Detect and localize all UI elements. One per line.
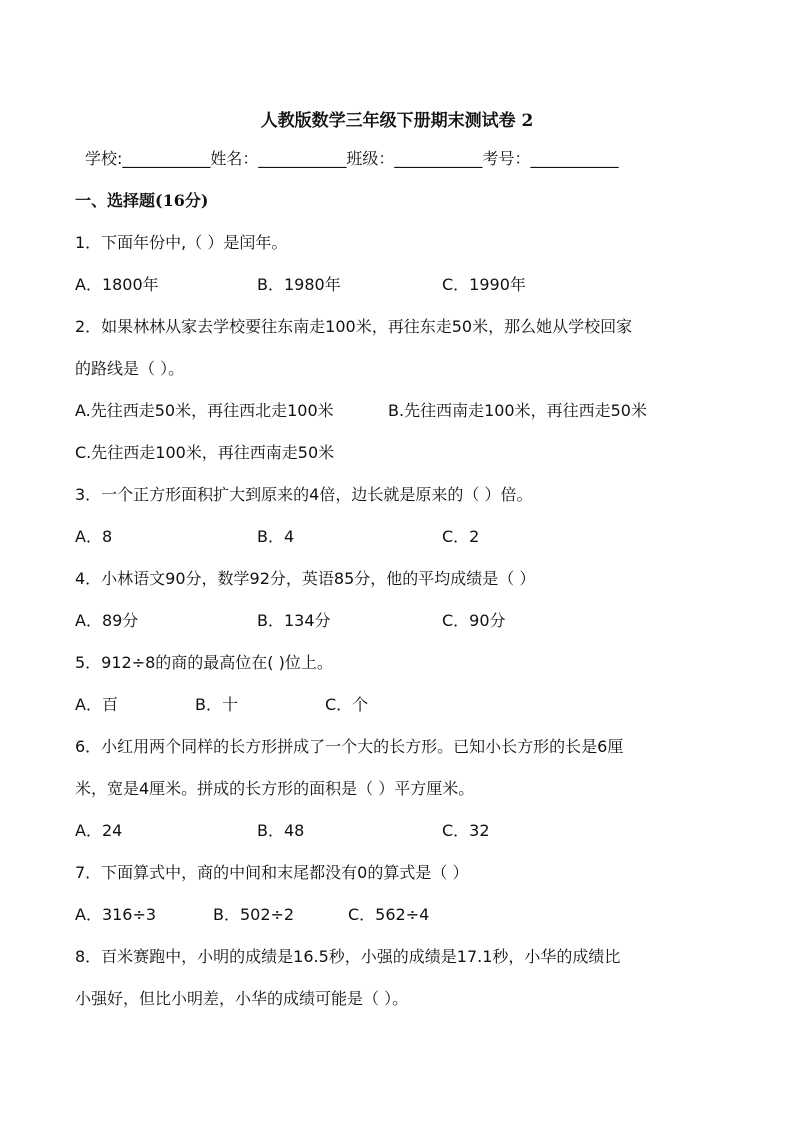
question-6-stem-line2: 米，宽是4厘米。拼成的长方形的面积是（ ）平方厘米。 [75,779,475,798]
student-info-row [85,146,618,169]
name-field: 姓名：___________ [210,149,347,168]
section-heading-choice: 一、选择题(16分) [75,191,209,210]
question-6-option-c: C．32 [442,821,490,840]
question-2-stem-line1: 2．如果林林从家去学校要往东南走100米，再往东走50米，那么她从学校回家 [75,317,633,336]
question-2-option-c: C.先往西走100米，再往西南走50米 [75,443,335,462]
question-4-option-a: A．89分 [75,611,139,630]
class-field: 班级：___________ [346,149,483,168]
question-1-option-a: A．1800年 [75,275,159,294]
question-7-option-b: B．502÷2 [213,905,295,924]
question-7-stem: 7．下面算式中，商的中间和末尾都没有0的算式是（ ） [75,863,469,882]
question-4-option-c: C．90分 [442,611,506,630]
question-7-option-c: C．562÷4 [348,905,430,924]
question-6-option-a: A．24 [75,821,123,840]
question-8-stem-line2: 小强好，但比小明差，小华的成绩可能是（ ）。 [75,989,409,1008]
question-5-option-c: C．个 [325,695,369,714]
question-1-option-c: C．1990年 [442,275,526,294]
question-6-stem-line1: 6．小红用两个同样的长方形拼成了一个大的长方形。已知小长方形的长是6厘 [75,737,624,756]
question-2-option-b: B.先往西南走100米，再往西走50米 [388,401,647,420]
question-4-stem: 4．小林语文90分，数学92分，英语85分，他的平均成绩是（ ） [75,569,536,588]
school-field: 学校:___________ [85,149,211,168]
question-3-option-a: A．8 [75,527,113,546]
question-1-stem: 1．下面年份中,（ ）是闰年。 [75,233,288,252]
question-5-stem: 5．912÷8的商的最高位在( )位上。 [75,653,333,672]
question-6-option-b: B．48 [257,821,305,840]
question-2-option-a: A.先往西走50米，再往西北走100米 [75,401,334,420]
question-4-option-b: B．134分 [257,611,331,630]
question-2-stem-line2: 的路线是（ ）。 [75,359,185,378]
question-7-option-a: A．316÷3 [75,905,157,924]
question-8-stem-line1: 8．百米赛跑中，小明的成绩是16.5秒，小强的成绩是17.1秒，小华的成绩比 [75,947,621,966]
question-1-option-b: B．1980年 [257,275,341,294]
question-5-option-b: B．十 [195,695,238,714]
question-5-option-a: A．百 [75,695,118,714]
question-3-option-b: B．4 [257,527,295,546]
exam-number-field: 考号：___________ [482,149,619,168]
question-3-option-c: C．2 [442,527,480,546]
page-title: 人教版数学三年级下册期末测试卷 2 [260,111,534,131]
question-3-stem: 3．一个正方形面积扩大到原来的4倍，边长就是原来的（ ）倍。 [75,485,533,504]
